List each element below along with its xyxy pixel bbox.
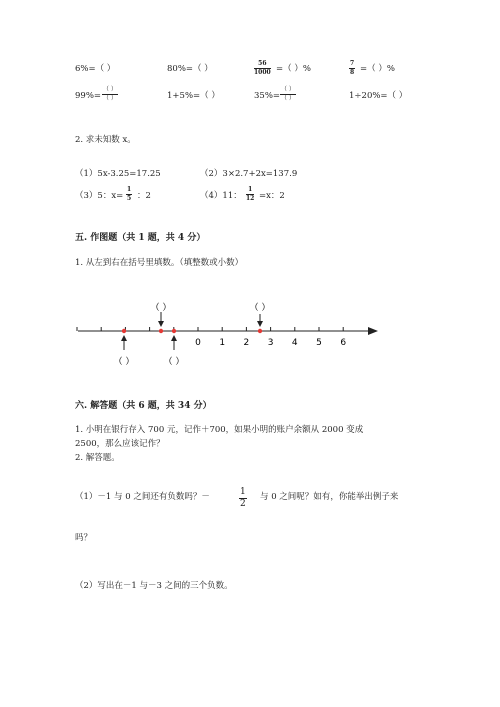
tick-label-group	[195, 338, 346, 348]
row1-c-fraction	[254, 61, 271, 76]
equation-4-a: （4）11：	[200, 191, 242, 201]
sub1-den: 2	[240, 499, 246, 509]
sub1-text-b: 与 0 之间呢？如有，你能举出例子来	[260, 492, 399, 502]
point-c	[172, 329, 176, 333]
arrow-down-d	[257, 314, 263, 327]
section5-question: 1. 从左到右在括号里填数。（填整数或小数）	[75, 258, 244, 268]
row2-c-den: （ ）	[281, 95, 295, 102]
sub1-num: 1	[240, 487, 246, 497]
section5-title: 五. 作图题（共 1 题，共 4 分）	[75, 233, 206, 243]
row1-a: 6%=（ ）	[75, 64, 116, 74]
row1-c-den: 1000	[254, 69, 271, 76]
equation-3-den: 5	[127, 195, 132, 202]
sub1-text-c: 吗？	[75, 533, 93, 543]
row2-a: 99%=	[75, 91, 102, 101]
row2-c-num: （ ）	[281, 86, 295, 93]
tick-label: 4	[291, 338, 298, 348]
row2-b: 1+5%=（ ）	[167, 91, 220, 101]
tick-label: 3	[267, 338, 274, 348]
paren-top-b: （ ）	[150, 303, 172, 313]
section6-title: 六. 解答题（共 6 题，共 34 分）	[75, 401, 212, 411]
tick-label: 1	[219, 338, 226, 348]
equation-3-b: ：2	[137, 191, 151, 201]
q2-heading: 2. 解答题。	[75, 453, 120, 463]
tick-label: 0	[195, 338, 201, 348]
arrow-up-c	[171, 335, 177, 350]
point-a	[122, 329, 126, 333]
row1-d-fraction	[349, 61, 355, 76]
row2-c: 35%=	[254, 91, 281, 101]
point-d	[258, 329, 262, 333]
equation-3-a: （3）5：x=	[75, 191, 124, 201]
row2-d: 1÷20%=（ ）	[349, 91, 408, 101]
tick-group	[77, 327, 343, 331]
q2-title: 2. 求未知数 x。	[75, 135, 136, 145]
row2-a-num: （ ）	[103, 86, 117, 93]
sub1-text-a: （1）－1 与 0 之间还有负数吗？－	[75, 492, 210, 502]
q1-line2: 2500，那么应该记作？	[75, 439, 165, 449]
paren-bottom-a: （ ）	[113, 357, 135, 367]
row2-a-den: （ ）	[103, 95, 117, 102]
row1-b: 80%=（ ）	[167, 64, 213, 74]
row2-c-fraction	[280, 87, 296, 102]
q1-line1: 1. 小明在银行存入 700 元，记作＋700，如果小明的账户余额从 2000 变成	[75, 425, 364, 435]
point-b	[159, 329, 163, 333]
row2-a-fraction	[102, 87, 118, 102]
sub1-fraction	[239, 488, 247, 509]
row1-d-den: 8	[350, 69, 355, 76]
equation-4-b: =x：2	[259, 191, 285, 201]
number-line	[0, 290, 500, 370]
tick-label: 6	[340, 338, 347, 348]
equation-2: （2）3×2.7+2x=137.9	[200, 169, 298, 179]
row1-c-num: 56	[254, 61, 271, 69]
paren-top-d: （ ）	[249, 303, 271, 313]
arrow-down-b	[158, 312, 164, 327]
equation-3-fraction	[126, 187, 132, 202]
equation-1: （1）5x-3.25=17.25	[75, 169, 161, 179]
equation-4-num: 1	[246, 187, 254, 195]
tick-label: 2	[243, 338, 250, 348]
tick-label: 5	[316, 338, 322, 348]
row1-c-tail: =（ ）%	[276, 64, 311, 74]
sub2-text: （2）写出在－1 与－3 之间的三个负数。	[75, 581, 233, 591]
row1-d-tail: =（ ）%	[360, 64, 395, 74]
row1-d-num: 7	[350, 60, 355, 67]
equation-4-fraction	[246, 187, 254, 202]
paren-bottom-c: （ ）	[163, 357, 185, 367]
equation-4-den: 12	[246, 195, 255, 202]
equation-3-num: 1	[127, 186, 132, 193]
arrow-up-a	[121, 335, 127, 350]
number-line-arrowhead	[368, 327, 378, 335]
